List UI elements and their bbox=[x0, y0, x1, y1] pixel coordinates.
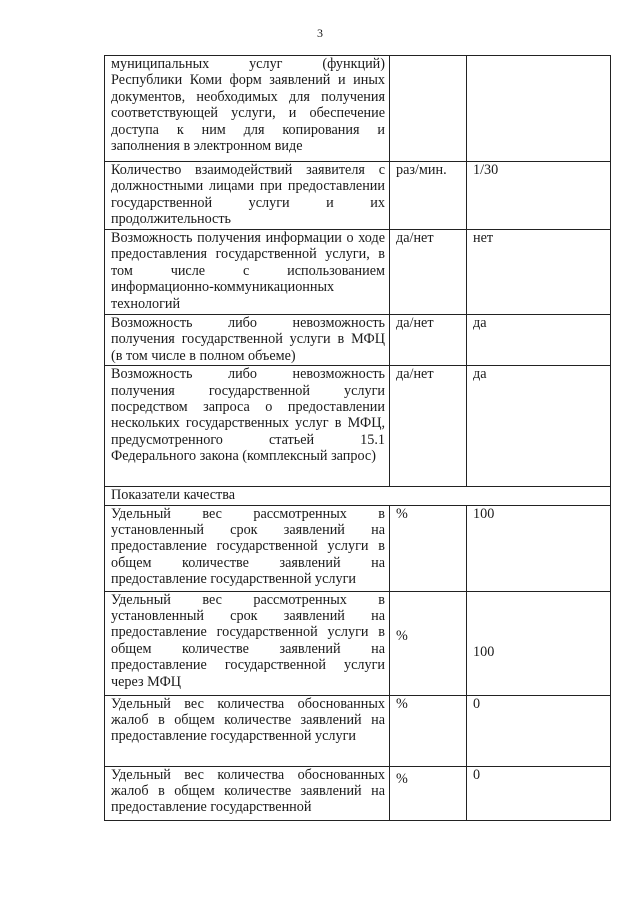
unit-cell: да/нет bbox=[390, 230, 467, 315]
table-row bbox=[105, 695, 611, 766]
section-row bbox=[105, 487, 611, 505]
table-row bbox=[105, 230, 611, 315]
indicator-description: Возможность либо невозможность получения государственной услуги в МФЦ (в том числе в полном объеме) bbox=[105, 315, 390, 366]
indicator-description: Возможность либо невозможность получения государственной услуги посредством запроса о предоставлении нескольких государственных услуг в МФЦ, предусмотренного статьей 15.1 Федерального закона (комплексный запрос) bbox=[105, 366, 390, 487]
value-cell: да bbox=[467, 366, 611, 487]
unit-cell: да/нет bbox=[390, 315, 467, 366]
indicator-description: Удельный вес рассмотренных в установленный срок заявлений на предоставление государственной услуги в общем количестве заявлений на предоставление государственной услуги bbox=[105, 505, 390, 591]
value-cell: 0 bbox=[467, 695, 611, 766]
indicator-description: Удельный вес количества обоснованных жалоб в общем количестве заявлений на предоставление государственной bbox=[105, 766, 390, 820]
table-row bbox=[105, 591, 611, 695]
indicators-table bbox=[104, 55, 611, 821]
value-cell bbox=[467, 56, 611, 162]
table-row bbox=[105, 315, 611, 366]
unit-cell bbox=[390, 56, 467, 162]
unit-cell: % bbox=[390, 695, 467, 766]
section-heading: Показатели качества bbox=[105, 487, 611, 505]
unit-cell: раз/мин. bbox=[390, 162, 467, 230]
unit-cell: % bbox=[390, 766, 467, 820]
indicator-description: Возможность получения информации о ходе предоставления государственной услуги, в том числе с использованием информационно-коммуникационных технологий bbox=[105, 230, 390, 315]
unit-cell: да/нет bbox=[390, 366, 467, 487]
value-cell: 1/30 bbox=[467, 162, 611, 230]
table-row bbox=[105, 766, 611, 820]
unit-cell: % bbox=[390, 505, 467, 591]
page-number: 3 bbox=[317, 26, 323, 40]
value-cell: 100 bbox=[467, 505, 611, 591]
indicator-description: Удельный вес рассмотренных в установленный срок заявлений на предоставление государственной услуги в общем количестве заявлений на предоставление государственной услуги через МФЦ bbox=[105, 591, 390, 695]
value-cell: нет bbox=[467, 230, 611, 315]
value-cell: да bbox=[467, 315, 611, 366]
indicator-description: Удельный вес количества обоснованных жалоб в общем количестве заявлений на предоставление государственной услуги bbox=[105, 695, 390, 766]
indicator-description: Количество взаимодействий заявителя с должностными лицами при предоставлении государственной услуги и их продолжительность bbox=[105, 162, 390, 230]
table-row bbox=[105, 366, 611, 487]
table-row bbox=[105, 56, 611, 162]
table-row bbox=[105, 505, 611, 591]
value-cell: 0 bbox=[467, 766, 611, 820]
indicator-description: муниципальных услуг (функций) Республики Коми форм заявлений и иных документов, необходимых для получения соответствующей услуги, и обеспечение доступа к ним для копирования и заполнения в электронном виде bbox=[105, 56, 390, 162]
table-row bbox=[105, 162, 611, 230]
unit-cell: % bbox=[390, 591, 467, 695]
value-cell: 100 bbox=[467, 591, 611, 695]
